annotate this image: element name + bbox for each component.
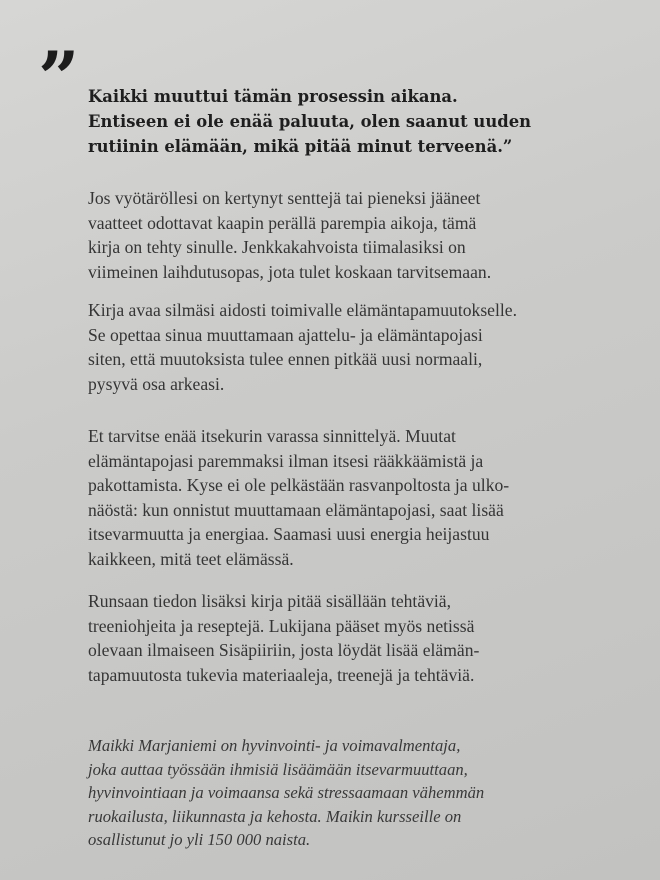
text-line: Et tarvitse enää itsekurin varassa sinnittelyä. Muutat (88, 426, 456, 446)
text-line: Se opettaa sinua muuttamaan ajattelu- ja elämäntapojasi (88, 324, 483, 345)
bio-line: ruokailusta, liikunnasta ja kehosta. Maikin kursseille on (88, 806, 462, 826)
text-line: näöstä: kun onnistut muuttamaan elämäntapojasi, saat lisää (88, 499, 504, 520)
text-line: kaikkeen, mitä teet elämässä. (88, 548, 294, 569)
text-line: viimeinen laihdutusopas, jota tulet koskaan tarvitsemaan. (88, 261, 492, 282)
text-line: pysyvä osa arkeasi. (88, 373, 225, 394)
bio-line: Maikki Marjaniemi on hyvinvointi- ja voimavalmentaja, (88, 736, 461, 755)
quotation-mark-icon: ” (38, 35, 76, 120)
text-line: kirja on tehty sinulle. Jenkkakahvoista tiimalasiksi on (88, 237, 466, 257)
bio-line: joka auttaa työssään ihmisiä lisäämään itsevarmuuttaan, (88, 759, 468, 779)
text-line: Runsaan tiedon lisäksi kirja pitää sisällään tehtäviä, (88, 591, 452, 611)
author-bio (88, 734, 628, 852)
text-line: olevaan ilmaiseen Sisäpiiriin, josta löydät lisää elämän- (88, 640, 480, 660)
text-line: vaatteet odottavat kaapin perällä parempia aikoja, tämä (88, 212, 477, 233)
paragraph-contents (88, 589, 628, 687)
bio-line: osallistunut jo yli 150 000 naista. (88, 830, 311, 849)
paragraph-lifestyle (88, 298, 628, 396)
pull-quote (88, 84, 628, 159)
text-line: pakottamista. Kyse ei ole pelkästään rasvanpoltosta ja ulko- (88, 475, 510, 495)
text-line: siten, että muutoksista tulee ennen pitkää uusi normaali, (88, 349, 483, 369)
text-line: elämäntapojasi paremmaksi ilman itsesi rääkkäämistä ja (88, 450, 484, 471)
bio-line: hyvinvointiaan ja voimaansa sekä stressaamaan vähemmän (88, 783, 485, 802)
text-line: itsevarmuutta ja energiaa. Saamasi uusi energia heijastuu (88, 524, 490, 544)
quote-line: rutiinin elämään, mikä pitää minut terveenä.” (88, 137, 513, 156)
text-line: Kirja avaa silmäsi aidosti toimivalle elämäntapamuutokselle. (88, 300, 517, 320)
text-line: tapamuutosta tukevia materiaaleja, treenejä ja tehtäviä. (88, 664, 475, 685)
text-line: Jos vyötäröllesi on kertynyt senttejä tai pieneksi jääneet (88, 188, 481, 208)
quote-line: Entiseen ei ole enää paluuta, olen saanut uuden (88, 112, 532, 131)
paragraph-intro (88, 186, 628, 284)
quote-line: Kaikki muuttui tämän prosessin aikana. (88, 87, 458, 106)
paragraph-discipline (88, 424, 628, 571)
text-line: treeniohjeita ja reseptejä. Lukijana pääset myös netissä (88, 615, 475, 636)
